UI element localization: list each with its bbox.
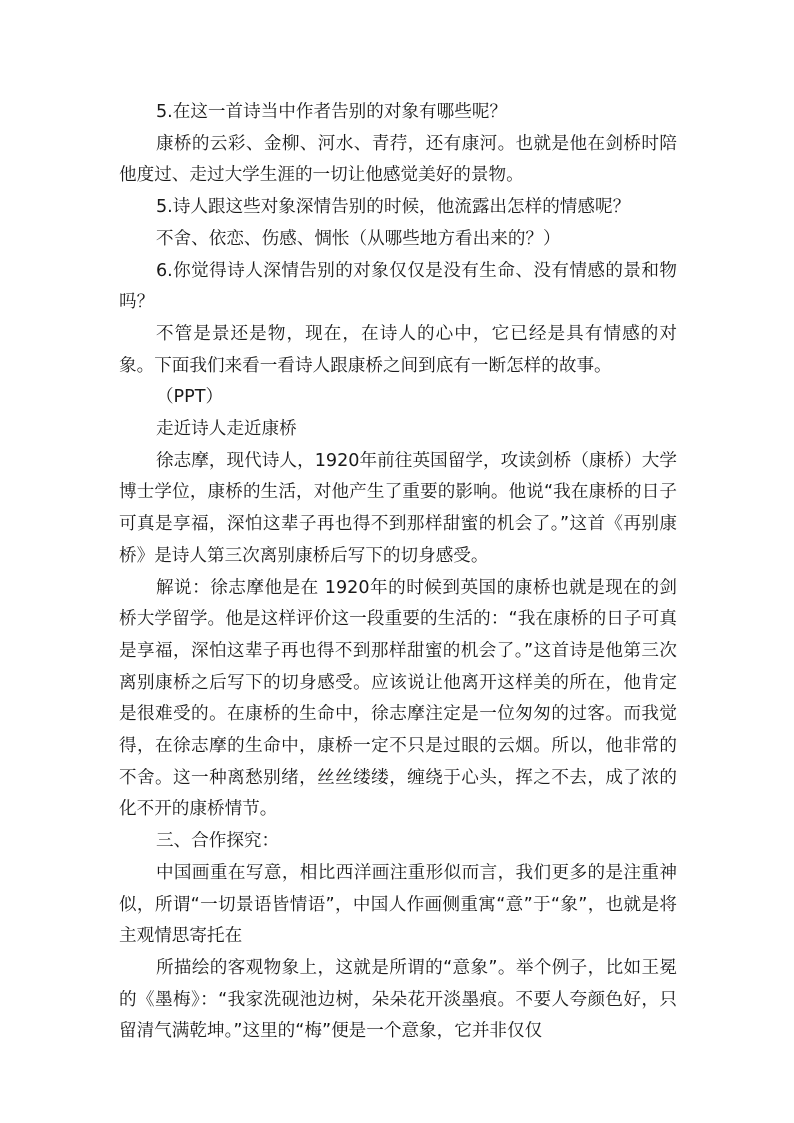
section-heading-cooperation: 三、合作探究： [155, 831, 280, 852]
document-body [119, 97, 677, 1048]
question-6-objects: 6.你觉得诗人深情告别的对象仅仅是没有生命、没有情感的景和物吗？ [119, 260, 677, 313]
answer-objects-emotion: 不管是景还是物，现在，在诗人的心中，它已经是具有情感的对象。下面我们来看一看诗人跟康桥之间到底有一断怎样的故事。 [119, 323, 677, 376]
section-heading-poet: 走近诗人走近康桥 [155, 419, 297, 440]
ppt-note: （PPT） [155, 387, 224, 408]
poet-introduction: 徐志摩，现代诗人，1920年前往英国留学，攻读剑桥（康桥）大学博士学位，康桥的生活，对他产生了重要的影响。他说“我在康桥的日子可真是享福，深怕这辈子再也得不到那样甜蜜的机会了。”这首《再别康桥》是诗人第三次离别康桥后写下的切身感受。 [119, 450, 677, 566]
answer-farewell-objects: 康桥的云彩、金柳、河水、青荇，还有康河。也就是他在剑桥时陪他度过、走过大学生涯的一切让他感觉美好的景物。 [119, 133, 677, 186]
explanation-paragraph: 解说：徐志摩他是在 1920年的时候到英国的康桥也就是现在的剑桥大学留学。他是这样评价这一段重要的生活的：“我在康桥的日子可真是享福，深怕这辈子再也得不到那样甜蜜的机会了。”这首诗是他第三次离别康桥之后写下的切身感受。应该说让他离开这样美的所在，他肯定是很难受的。在康桥的生命中，徐志摩注定是一位匆匆的过客。而我觉得，在徐志摩的生命中，康桥一定不只是过眼的云烟。所以，他非常的不舍。这一种离愁别绪，丝丝缕缕，缠绕于心头，挥之不去，成了浓的化不开的康桥情节。 [119, 577, 677, 820]
chinese-painting-paragraph: 中国画重在写意，相比西洋画注重形似而言，我们更多的是注重神似，所谓“一切景语皆情语”，中国人作画侧重寓“意”于“象”，也就是将主观情思寄托在 [119, 862, 677, 947]
question-5-emotion: 5.诗人跟这些对象深情告别的时候，他流露出怎样的情感呢？ [155, 197, 631, 218]
answer-emotion: 不舍、依恋、伤感、惆怅（从哪些地方看出来的？） [155, 228, 561, 249]
imagery-paragraph: 所描绘的客观物象上，这就是所谓的“意象”。举个例子，比如王冕的《墨梅》：“我家洗砚池边树，朵朵花开淡墨痕。不要人夸颜色好，只留清气满乾坤。”这里的“梅”便是一个意象，它并非仅仅 [119, 957, 677, 1042]
question-5-farewell-objects: 5.在这一首诗当中作者告别的对象有哪些呢？ [155, 102, 508, 122]
